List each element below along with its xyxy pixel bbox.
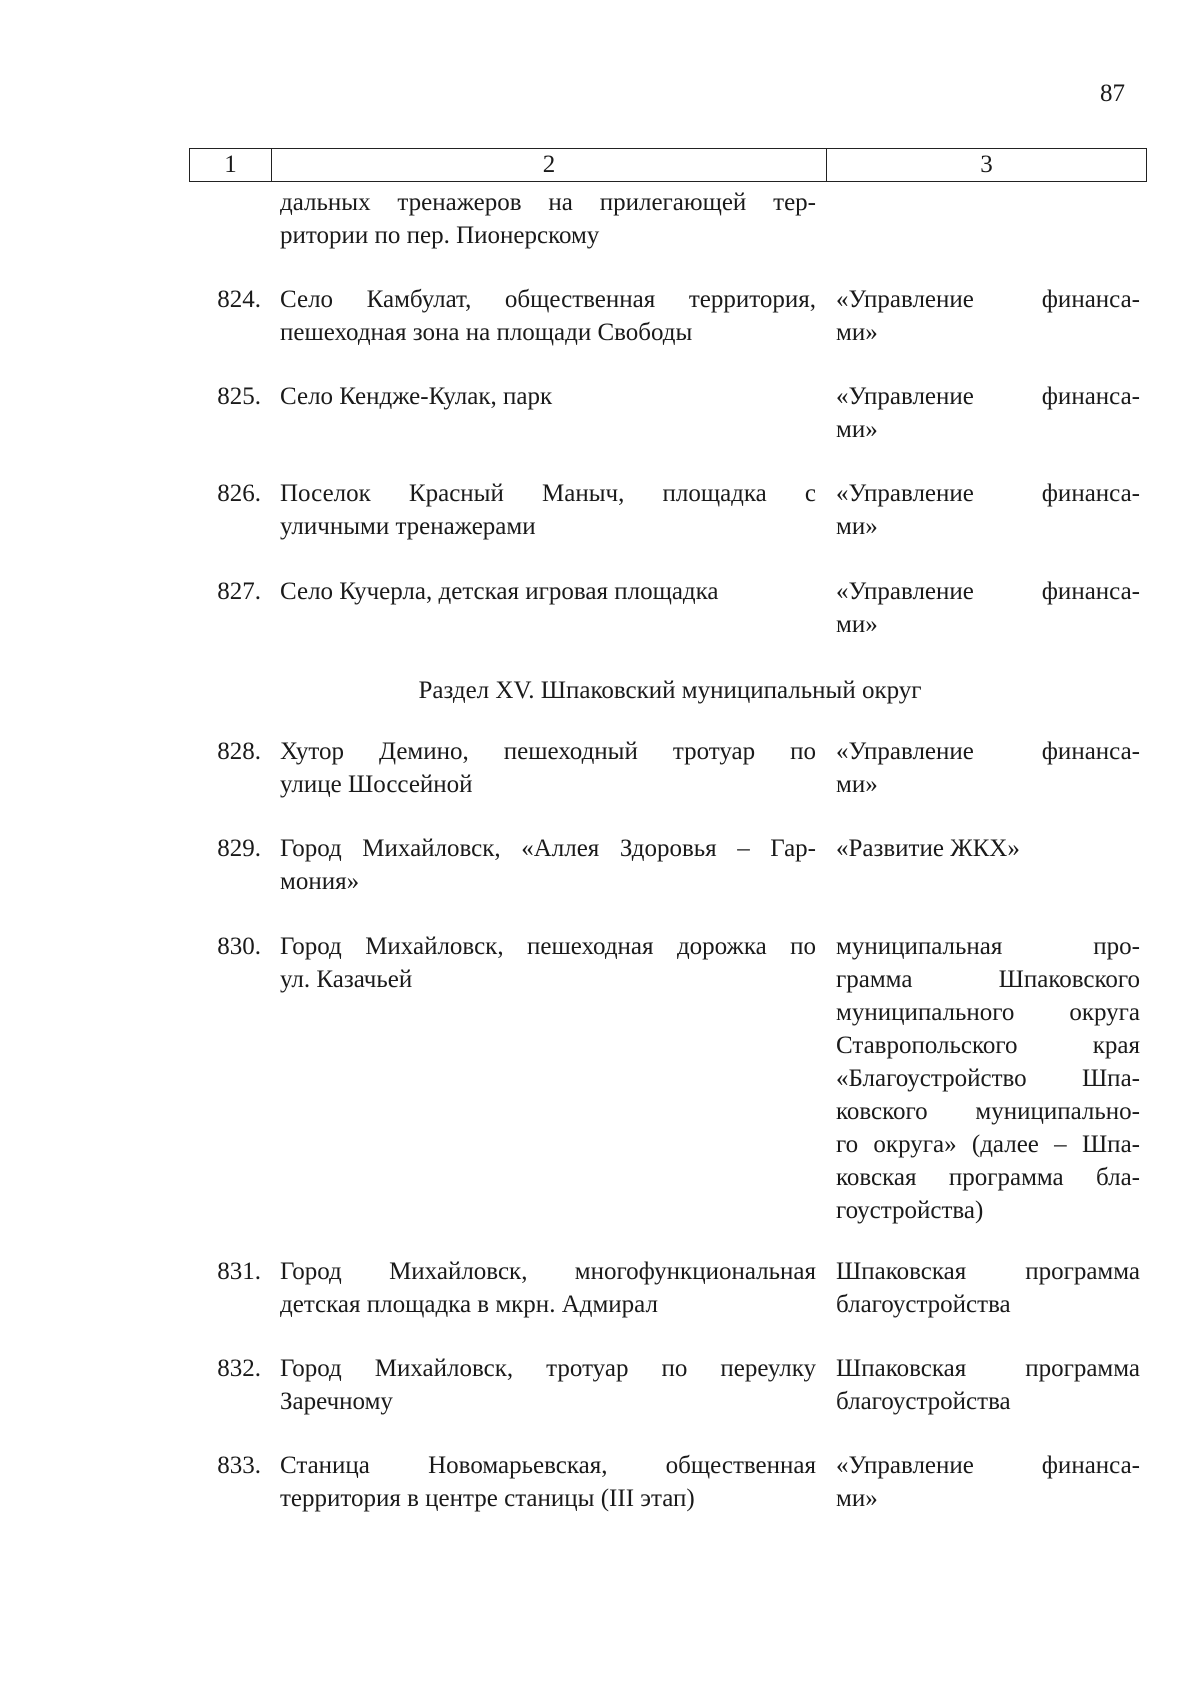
program-line: ми» (836, 319, 878, 346)
program-line: муниципальная про- (836, 933, 1140, 960)
row-description (280, 283, 816, 349)
description-line: Заречному (280, 1388, 393, 1415)
description-line: Город Михайловск, многофункциональная (280, 1258, 816, 1285)
program-line: «Развитие ЖКХ» (836, 835, 1020, 862)
description-line: дальных тренажеров на прилегающей тер- (280, 189, 816, 216)
program-line: грамма Шпаковского (836, 966, 1140, 993)
program-line: «Управление финанса- (836, 286, 1140, 313)
description-line: уличными тренажерами (280, 513, 536, 540)
program-line: «Управление финанса- (836, 1452, 1140, 1479)
description-line: ул. Казачьей (280, 966, 413, 993)
row-description (280, 832, 816, 898)
row-number: 827. (217, 578, 261, 605)
description-line: Город Михайловск, «Аллея Здоровья – Гар- (280, 835, 816, 862)
row-program (836, 832, 1140, 865)
program-line: го округа» (далее – Шпа- (836, 1131, 1140, 1158)
program-line: благоустройства (836, 1388, 1011, 1415)
description-line: Станица Новомарьевская, общественная (280, 1452, 816, 1479)
description-line: мония» (280, 868, 360, 895)
section-title: Раздел XV. Шпаковский муниципальный округ (418, 677, 922, 704)
row-description (280, 735, 816, 801)
description-line: Город Михайловск, пешеходная дорожка по (280, 933, 816, 960)
row-description (280, 380, 816, 413)
program-line: ми» (836, 513, 878, 540)
program-line: ми» (836, 771, 878, 798)
row-program (836, 575, 1140, 641)
row-program (836, 735, 1140, 801)
program-line: «Управление финанса- (836, 738, 1140, 765)
program-line: ковская программа бла- (836, 1164, 1140, 1191)
description-line: Город Михайловск, тротуар по переулку (280, 1355, 816, 1382)
program-line: Ставропольского края (836, 1032, 1140, 1059)
description-line: Село Кучерла, детская игровая площадка (280, 578, 719, 605)
row-program (836, 477, 1140, 543)
row-program (836, 283, 1140, 349)
row-number: 831. (217, 1258, 261, 1285)
row-number: 825. (217, 383, 261, 410)
description-line: Село Кендже-Кулак, парк (280, 383, 553, 410)
row-number: 826. (217, 480, 261, 507)
program-line: «Управление финанса- (836, 383, 1140, 410)
row-program (836, 1255, 1140, 1321)
page-number: 87 (1100, 80, 1125, 107)
program-line: гоустройства) (836, 1197, 984, 1224)
program-line: ми» (836, 416, 878, 443)
row-number: 824. (217, 286, 261, 313)
row-number: 833. (217, 1452, 261, 1479)
description-line: Поселок Красный Маныч, площадка с (280, 480, 816, 507)
row-description (280, 477, 816, 543)
row-program (836, 1352, 1140, 1418)
row-description (280, 1352, 816, 1418)
row-program (836, 1449, 1140, 1515)
column-header-1: 1 (190, 149, 272, 181)
description-line: пешеходная зона на площади Свободы (280, 319, 693, 346)
column-header-3: 3 (980, 151, 993, 178)
row-number: 828. (217, 738, 261, 765)
column-header-2: 2 (272, 149, 827, 181)
description-line: территория в центре станицы (III этап) (280, 1485, 695, 1512)
row-program (836, 930, 1140, 1227)
program-line: «Управление финанса- (836, 480, 1140, 507)
row-number: 829. (217, 835, 261, 862)
row-program (836, 380, 1140, 446)
row-description (280, 930, 816, 996)
table-header (189, 148, 1147, 182)
program-line: Шпаковская программа (836, 1355, 1140, 1382)
program-line: «Благоустройство Шпа- (836, 1065, 1140, 1092)
program-line: ми» (836, 1485, 878, 1512)
description-line: Село Камбулат, общественная территория, (280, 286, 816, 313)
description-line: улице Шоссейной (280, 771, 473, 798)
row-description (280, 1449, 816, 1515)
program-line: муниципального округа (836, 999, 1140, 1026)
program-line: ковского муниципально- (836, 1098, 1140, 1125)
row-number: 832. (217, 1355, 261, 1382)
row-description (280, 575, 816, 608)
program-line: «Управление финанса- (836, 578, 1140, 605)
program-line: Шпаковская программа (836, 1258, 1140, 1285)
program-line: ми» (836, 611, 878, 638)
description-line: детская площадка в мкрн. Адмирал (280, 1291, 658, 1318)
row-description (280, 1255, 816, 1321)
row-number: 830. (217, 933, 261, 960)
row-description (280, 186, 816, 252)
description-line: Хутор Демино, пешеходный тротуар по (280, 738, 816, 765)
description-line: ритории по пер. Пионерскому (280, 222, 600, 249)
program-line: благоустройства (836, 1291, 1011, 1318)
